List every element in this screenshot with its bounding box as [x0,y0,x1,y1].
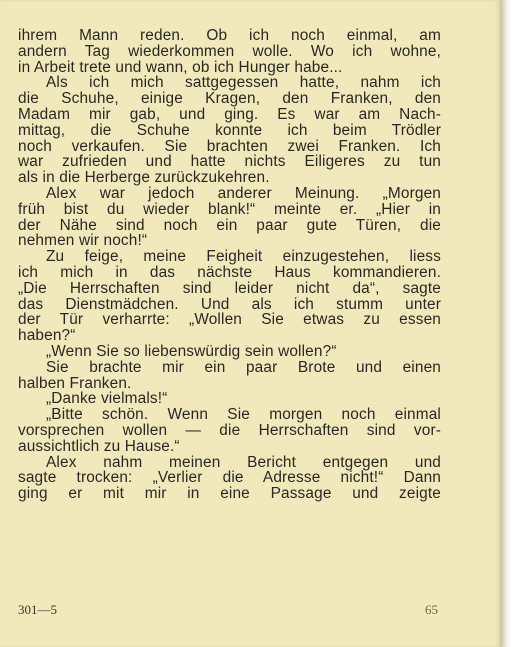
text-line: „Die Herrschaften sind leider nicht da“, sagte [18,279,441,297]
page-footer [18,602,438,618]
text-line: mittag, die Schuhe konnte ich beim Trödler [18,121,441,139]
text-line: „Wenn Sie so liebenswürdig sein wollen?“ [46,342,337,360]
text-line: „Danke vielmals!“ [46,390,168,408]
text-line: halben Franken. [18,374,132,392]
text-line: Zu feige, meine Feigheit einzugestehen, liess [46,248,441,266]
text-line: andern Tag wiederkommen wolle. Wo ich wohne, [18,42,441,60]
body-text [18,28,441,502]
text-line: Alex nahm meinen Bericht entgegen und [46,453,441,471]
text-line: „Bitte schön. Wenn Sie morgen noch einmal [46,406,441,424]
text-line: der Nähe sind noch ein paar gute Türen, die [18,216,441,234]
text-line: Sie brachte mir ein paar Brote und einen [46,358,441,376]
text-line: die Schuhe, einige Kragen, den Franken, den [18,90,441,108]
page-edge [500,0,512,647]
text-line: nehmen wir noch!“ [18,232,148,250]
text-line: Alex war jedoch anderer Meinung. „Morgen [46,184,441,202]
text-line: haben?“ [18,327,76,345]
text-line: der Tür verharrte: „Wollen Sie etwas zu essen [18,311,441,329]
text-line: als in die Herberge zurückzukehren. [18,169,270,187]
text-line: in Arbeit trete und wann, ob ich Hunger habe... [18,58,343,76]
text-line: früh bist du wieder blank!“ meinte er. „Hier in [18,200,441,218]
text-line: vorsprechen wollen — die Herrschaften sind vor- [18,421,441,439]
text-line: Madam mir gab, und ging. Es war am Nach- [18,105,441,123]
text-line: aussichtlich zu Hause.“ [18,437,180,455]
text-line: Als ich mich sattgegessen hatte, nahm ich [46,74,441,92]
text-line: ihrem Mann reden. Ob ich noch einmal, am [18,27,441,44]
text-line: das Dienstmädchen. Und als ich stumm unter [18,295,441,313]
page-number: 65 [425,602,438,617]
signature-mark: 301—5 [18,602,57,617]
text-line: ging er mit mir in eine Passage und zeigte [18,485,441,503]
text-line: ich mich in das nächste Haus kommandieren. [18,263,441,281]
text-line: sagte trocken: „Verlier die Adresse nicht!“ Dann [18,469,441,487]
text-line: noch verkaufen. Sie brachten zwei Franken. Ich [18,137,441,155]
text-line: war zufrieden und hatte nichts Eiligeres zu tun [18,153,441,171]
